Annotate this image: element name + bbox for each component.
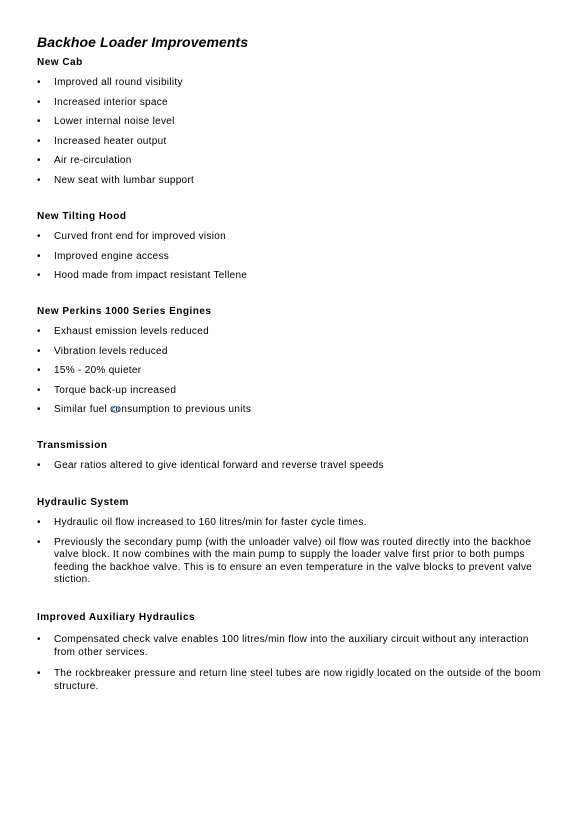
list-item-text: Increased interior space [54, 96, 168, 108]
list-item [37, 175, 542, 195]
bullet-marker: • [37, 365, 41, 376]
bullet-marker: • [37, 174, 41, 186]
list-item-text: The rockbreaker pressure and return line steel tubes are now rigidly located on the outside of the boom structure. [54, 668, 541, 692]
list-item [37, 251, 542, 271]
list-item [37, 517, 542, 537]
list-item-text: 15% - 20% quieter [54, 365, 142, 376]
list-item [37, 326, 542, 346]
list-item-text: Hydraulic oil flow increased to 160 litres/min for faster cycle times. [54, 517, 367, 528]
bullet-list [37, 231, 542, 290]
list-item-text: Similar fuel consumption to previous units [54, 404, 252, 415]
bullet-marker: • [37, 404, 41, 415]
list-item [37, 231, 542, 251]
list-item-text: Compensated check valve enables 100 litres/min flow into the auxiliary circuit without any interaction from other services. [54, 634, 529, 658]
list-item [37, 460, 542, 480]
bullet-marker: • [37, 326, 41, 337]
list-item [37, 136, 542, 156]
list-item [37, 155, 542, 175]
bullet-marker: • [37, 460, 41, 471]
bullet-marker: • [37, 668, 41, 679]
page-title: Backhoe Loader Improvements [37, 34, 249, 50]
list-item-text: Gear ratios altered to give identical forward and reverse travel speeds [54, 460, 384, 471]
bullet-marker: • [37, 517, 41, 528]
list-item-text: Improved engine access [54, 250, 169, 262]
list-item [37, 116, 542, 136]
list-item-text: Hood made from impact resistant Tellene [54, 270, 248, 281]
list-item [37, 668, 542, 693]
bullet-list [37, 517, 542, 587]
cursor-artifact-icon [112, 406, 119, 413]
section-heading: Transmission [37, 440, 108, 451]
bullet-list [37, 460, 542, 480]
bullet-marker: • [37, 634, 41, 645]
list-item-text: Exhaust emission levels reduced [54, 326, 209, 337]
list-item-text: Previously the secondary pump (with the unloader valve) oil flow was routed directly into the backhoe valve block. It now combines with the main pump to supply the loader valve first prior to both pumps feeding the backhoe valve. This is to ensure an even temperature in the valve blocks to prevent valve stiction. [54, 536, 533, 585]
section-heading: New Cab [37, 57, 83, 68]
bullet-marker: • [37, 536, 41, 548]
list-item [37, 270, 542, 290]
list-item-text: Curved front end for improved vision [54, 231, 226, 242]
bullet-marker: • [37, 250, 41, 262]
bullet-list [37, 634, 542, 693]
section-heading: New Perkins 1000 Series Engines [37, 306, 212, 317]
bullet-marker: • [37, 345, 41, 357]
bullet-marker: • [37, 270, 41, 281]
bullet-marker: • [37, 116, 41, 127]
list-item [37, 346, 542, 366]
list-item [37, 385, 542, 405]
bullet-marker: • [37, 96, 41, 108]
section-hydraulic-system [37, 497, 542, 594]
bullet-marker: • [37, 384, 41, 396]
list-item-text: Improved all round visibility [54, 77, 183, 88]
section-new-tilting-hood [37, 211, 542, 290]
bullet-marker: • [37, 231, 41, 242]
bullet-marker: • [37, 135, 41, 147]
section-improved-auxiliary-hydraulics [37, 612, 542, 693]
section-heading: New Tilting Hood [37, 211, 127, 222]
bullet-marker: • [37, 77, 41, 88]
list-item-text: New seat with lumbar support [54, 174, 195, 186]
bullet-marker: • [37, 155, 41, 166]
list-item-text: Increased heater output [54, 135, 167, 147]
section-heading: Hydraulic System [37, 497, 129, 508]
list-item-text: Torque back-up increased [54, 384, 177, 396]
list-item [37, 365, 542, 385]
list-item [37, 634, 542, 659]
list-item-text: Vibration levels reduced [54, 345, 168, 357]
section-new-cab [37, 57, 542, 194]
list-item-text: Air re-circulation [54, 155, 132, 166]
list-item [37, 537, 542, 587]
section-heading: Improved Auxiliary Hydraulics [37, 612, 196, 623]
section-transmission [37, 440, 542, 480]
bullet-list [37, 77, 542, 194]
list-item [37, 97, 542, 117]
list-item-text: Lower internal noise level [54, 116, 175, 127]
list-item [37, 77, 542, 97]
